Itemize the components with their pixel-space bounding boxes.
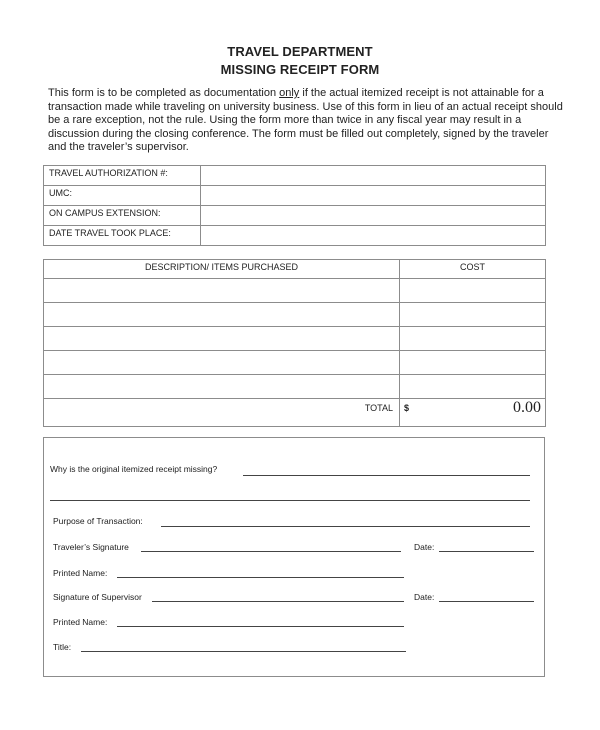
description-header: DESCRIPTION/ ITEMS PURCHASED xyxy=(44,260,400,279)
intro-text-1: This form is to be completed as documentation xyxy=(48,87,280,99)
traveler-signature-line[interactable] xyxy=(141,551,401,552)
printed-name-label-2: Printed Name: xyxy=(53,617,108,627)
travel-authorization-label: TRAVEL AUTHORIZATION #: xyxy=(44,166,201,186)
total-label: TOTAL xyxy=(44,399,400,427)
why-missing-line-2[interactable] xyxy=(50,500,530,501)
total-amount: 0.00 xyxy=(513,399,541,416)
travel-authorization-field[interactable] xyxy=(201,166,546,186)
campus-extension-label: ON CAMPUS EXTENSION: xyxy=(44,206,201,226)
table-row xyxy=(44,327,546,351)
cost-cell[interactable] xyxy=(400,327,546,351)
travel-info-table xyxy=(43,165,546,246)
cost-header: COST xyxy=(400,260,546,279)
form-department-title: TRAVEL DEPARTMENT xyxy=(227,44,373,59)
table-row xyxy=(44,279,546,303)
description-cell[interactable] xyxy=(44,375,400,399)
date-label-2: Date: xyxy=(414,592,435,602)
campus-extension-field[interactable] xyxy=(201,206,546,226)
intro-paragraph xyxy=(48,87,564,155)
table-row xyxy=(44,303,546,327)
umc-label: UMC: xyxy=(44,186,201,206)
intro-text-2: if the actual itemized receipt is not attainable for a transaction made while traveling on university business. Use of this form in lieu of an actual receipt should be a rare exception, not the rule. Using the form more than twice in any fiscal year may result in a discussion during the closing conference. The form must be filled out completely, signed by the traveler and the traveler’s supervisor. xyxy=(48,87,563,154)
travel-date-field[interactable] xyxy=(201,226,546,246)
items-table xyxy=(43,259,546,427)
supervisor-signature-label: Signature of Supervisor xyxy=(53,592,142,602)
date-line-1[interactable] xyxy=(439,551,534,552)
cost-cell[interactable] xyxy=(400,375,546,399)
why-missing-line-1[interactable] xyxy=(243,475,530,476)
printed-name-label-1: Printed Name: xyxy=(53,568,108,578)
why-missing-label: Why is the original itemized receipt missing? xyxy=(50,464,218,474)
total-cell[interactable] xyxy=(400,399,546,427)
title-line[interactable] xyxy=(81,651,406,652)
explanation-section xyxy=(43,437,545,677)
cost-cell[interactable] xyxy=(400,279,546,303)
date-label-1: Date: xyxy=(414,542,435,552)
table-row xyxy=(44,351,546,375)
description-cell[interactable] xyxy=(44,279,400,303)
currency-symbol: $ xyxy=(404,403,410,413)
total-row xyxy=(44,399,546,427)
printed-name-line-1[interactable] xyxy=(117,577,404,578)
title-label: Title: xyxy=(53,642,72,652)
purpose-line[interactable] xyxy=(161,526,530,527)
cost-cell[interactable] xyxy=(400,351,546,375)
traveler-signature-label: Traveler’s Signature xyxy=(53,542,129,552)
table-row xyxy=(44,375,546,399)
printed-name-line-2[interactable] xyxy=(117,626,404,627)
description-cell[interactable] xyxy=(44,351,400,375)
form-title: MISSING RECEIPT FORM xyxy=(220,62,380,77)
supervisor-signature-line[interactable] xyxy=(152,601,404,602)
travel-date-label: DATE TRAVEL TOOK PLACE: xyxy=(44,226,201,246)
intro-underlined: only xyxy=(279,87,300,99)
cost-cell[interactable] xyxy=(400,303,546,327)
umc-field[interactable] xyxy=(201,186,546,206)
purpose-label: Purpose of Transaction: xyxy=(53,516,143,526)
description-cell[interactable] xyxy=(44,327,400,351)
description-cell[interactable] xyxy=(44,303,400,327)
date-line-2[interactable] xyxy=(439,601,534,602)
